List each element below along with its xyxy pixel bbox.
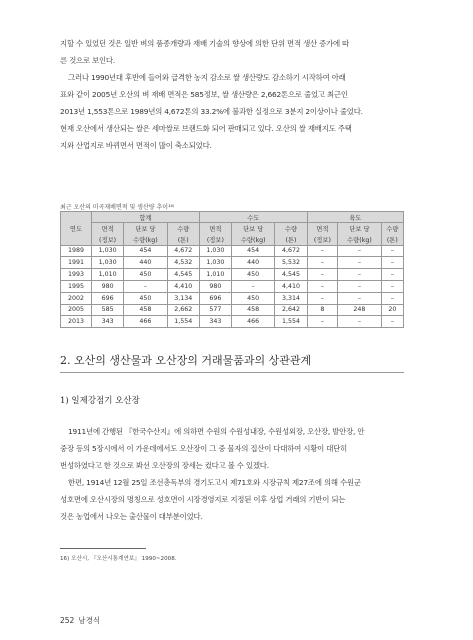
page-folio <box>60 615 100 626</box>
table-cell: 1,554 <box>167 316 199 328</box>
group-header-total: 합계 <box>92 212 200 223</box>
table-cell: 8 <box>307 304 338 316</box>
table-cell: 450 <box>124 269 167 281</box>
column-header: 단보 당 <box>338 223 381 234</box>
column-unit: (정보) <box>92 234 124 245</box>
table-cell: – <box>381 292 403 304</box>
table-cell: 1,010 <box>92 269 124 281</box>
table-cell: 440 <box>231 257 274 269</box>
table-cell: – <box>381 280 403 292</box>
column-header: 단보 당 <box>231 223 274 234</box>
table-cell: – <box>338 257 381 269</box>
table-cell: – <box>231 280 274 292</box>
table-cell: – <box>381 257 403 269</box>
table-cell: 2002 <box>61 292 92 304</box>
column-unit: 수량(kg) <box>124 234 167 245</box>
table-cell: 4,545 <box>167 269 199 281</box>
page-number: 252 <box>60 616 75 625</box>
table-cell: 1991 <box>61 257 92 269</box>
table-cell: 1,030 <box>92 257 124 269</box>
section-title: 2. 오산의 생산물과 오산장의 거래물품과의 상관관계 <box>60 354 312 367</box>
table-cell: – <box>307 257 338 269</box>
column-header: 수량 <box>167 223 199 234</box>
column-header: 단보 당 <box>124 223 167 234</box>
table-cell: 2013 <box>61 316 92 328</box>
table-cell: 696 <box>199 292 231 304</box>
column-header: 수량 <box>275 223 307 234</box>
table-cell: 4,672 <box>275 245 307 257</box>
table-row <box>61 257 404 269</box>
table-row <box>61 304 404 316</box>
column-unit: (톤) <box>275 234 307 245</box>
intro-line: 표와 같이 2005년 오산의 벼 재배 면적은 585정보, 쌀 생산량은 2,662톤으로 줄었고 최근인 <box>60 90 348 99</box>
table-cell: 1,010 <box>199 269 231 281</box>
table-cell: 980 <box>92 280 124 292</box>
table-cell: 1995 <box>61 280 92 292</box>
table-cell: 1989 <box>61 245 92 257</box>
table-cell: 454 <box>231 245 274 257</box>
table-cell: – <box>338 292 381 304</box>
column-header: 면적 <box>92 223 124 234</box>
table-cell: – <box>307 245 338 257</box>
table-cell: – <box>124 280 167 292</box>
column-header: 수량 <box>381 223 403 234</box>
table-cell: 458 <box>231 304 274 316</box>
table-cell: 2,662 <box>167 304 199 316</box>
table-row <box>61 316 404 328</box>
table-cell: 3,314 <box>275 292 307 304</box>
table-cell: 440 <box>124 257 167 269</box>
table-cell: 4,410 <box>275 280 307 292</box>
intro-line: 현재 오산에서 생산되는 쌀은 세마쌀로 브랜드화 되어 판매되고 있다. 오산의 쌀 재배지도 주택 <box>60 124 352 133</box>
intro-line: 그러나 1990년대 후반에 들어와 급격한 농지 감소로 쌀 생산량도 감소하기 시작하여 아래 <box>68 73 346 82</box>
table-cell: – <box>307 292 338 304</box>
table-cell: 5,532 <box>275 257 307 269</box>
body-line: 것은 농업에서 나오는 출산물이 대부분이었다. <box>60 512 203 521</box>
table-cell: – <box>338 316 381 328</box>
table-cell: 458 <box>124 304 167 316</box>
intro-line: 지와 산업지로 바뀌면서 면적이 많이 축소되었다. <box>60 141 212 150</box>
year-header: 연도 <box>61 212 92 246</box>
body-line: 성호면에 오산시장의 명칭으로 성호면이 시장경영지로 지정된 이후 상업 거래의 기반이 되는 <box>60 495 346 504</box>
column-unit: 수량(kg) <box>231 234 274 245</box>
table-cell: 454 <box>124 245 167 257</box>
table-cell: 1,030 <box>92 245 124 257</box>
table-cell: 696 <box>92 292 124 304</box>
table-cell: 980 <box>199 280 231 292</box>
table-cell: 20 <box>381 304 403 316</box>
table-cell: – <box>381 245 403 257</box>
column-unit: (정보) <box>307 234 338 245</box>
group-header-paddy: 수도 <box>199 212 307 223</box>
body-line: 1911년에 간행된 『한국수산지』에 의하면 수원의 수원성내장, 수원성외장, 오산장, 발안장, 안 <box>68 427 365 436</box>
running-title: 남경식 <box>78 616 101 625</box>
table-cell: 1993 <box>61 269 92 281</box>
table-cell: – <box>381 269 403 281</box>
table-cell: 1,030 <box>199 245 231 257</box>
column-header: 면적 <box>307 223 338 234</box>
footnote: 16) 오산시, 『오산시통계연보』 1990~2008. <box>60 556 177 562</box>
table-cell: – <box>338 245 381 257</box>
table-cell: 450 <box>231 269 274 281</box>
table-cell: 4,410 <box>167 280 199 292</box>
table-cell: 466 <box>231 316 274 328</box>
table-caption: 최근 오산의 미곡재배면적 및 생산량 추이¹⁶⁾ <box>60 204 175 211</box>
intro-paragraph <box>60 35 404 154</box>
table-cell: 343 <box>199 316 231 328</box>
table-row <box>61 280 404 292</box>
table-row <box>61 292 404 304</box>
intro-line: 른 것으로 보인다. <box>60 56 116 65</box>
table-row <box>61 245 404 257</box>
subsection-title: 1) 일제강점기 오산장 <box>60 396 140 406</box>
table-cell: 3,134 <box>167 292 199 304</box>
table-cell: 1,030 <box>199 257 231 269</box>
table-cell: 2,642 <box>275 304 307 316</box>
table-cell: 4,545 <box>275 269 307 281</box>
table-row <box>61 269 404 281</box>
body-line: 번성하였다고 한 것으로 봐선 오산장의 장세는 컸다고 볼 수 있겠다. <box>60 461 269 470</box>
table-cell: 4,532 <box>167 257 199 269</box>
table-cell: 1,554 <box>275 316 307 328</box>
body-paragraph <box>60 423 404 525</box>
table-cell: 450 <box>124 292 167 304</box>
table-cell: 4,672 <box>167 245 199 257</box>
table-cell: 466 <box>124 316 167 328</box>
intro-line: 지할 수 있었던 것은 일반 벼의 품종개량과 재배 기술의 향상에 의한 단위 면적 생산 증가에 따 <box>60 39 349 48</box>
rice-production-table <box>60 211 404 328</box>
table-cell: – <box>307 269 338 281</box>
section-divider <box>60 372 404 373</box>
table-cell: 450 <box>231 292 274 304</box>
group-header-upland: 육도 <box>307 212 403 223</box>
table-cell: – <box>338 269 381 281</box>
table-cell: – <box>338 280 381 292</box>
column-unit: (정보) <box>199 234 231 245</box>
footnote-divider <box>60 548 146 549</box>
body-line: 한편, 1914년 12월 25일 조선총독부의 경기도고시 제71호와 시장규칙 제27조에 의해 수원군 <box>68 478 361 487</box>
table-cell: – <box>307 280 338 292</box>
table-cell: 585 <box>92 304 124 316</box>
column-unit: (톤) <box>381 234 403 245</box>
table-cell: 577 <box>199 304 231 316</box>
column-header: 면적 <box>199 223 231 234</box>
table-cell: 248 <box>338 304 381 316</box>
table-cell: 343 <box>92 316 124 328</box>
column-unit: 수량(kg) <box>338 234 381 245</box>
column-unit: (톤) <box>167 234 199 245</box>
intro-line: 2013년 1,553톤으로 1989년의 4,672톤의 33.2%에 불과한 실정으로 3분지 2이상이나 줄었다. <box>60 107 363 116</box>
table-cell: 2005 <box>61 304 92 316</box>
table-cell: – <box>381 316 403 328</box>
body-line: 중장 등의 5장시에서 이 가운데에서도 오산장이 그 중 물자의 집산이 다대하여 시황이 대단히 <box>60 444 348 453</box>
table-cell: – <box>307 316 338 328</box>
